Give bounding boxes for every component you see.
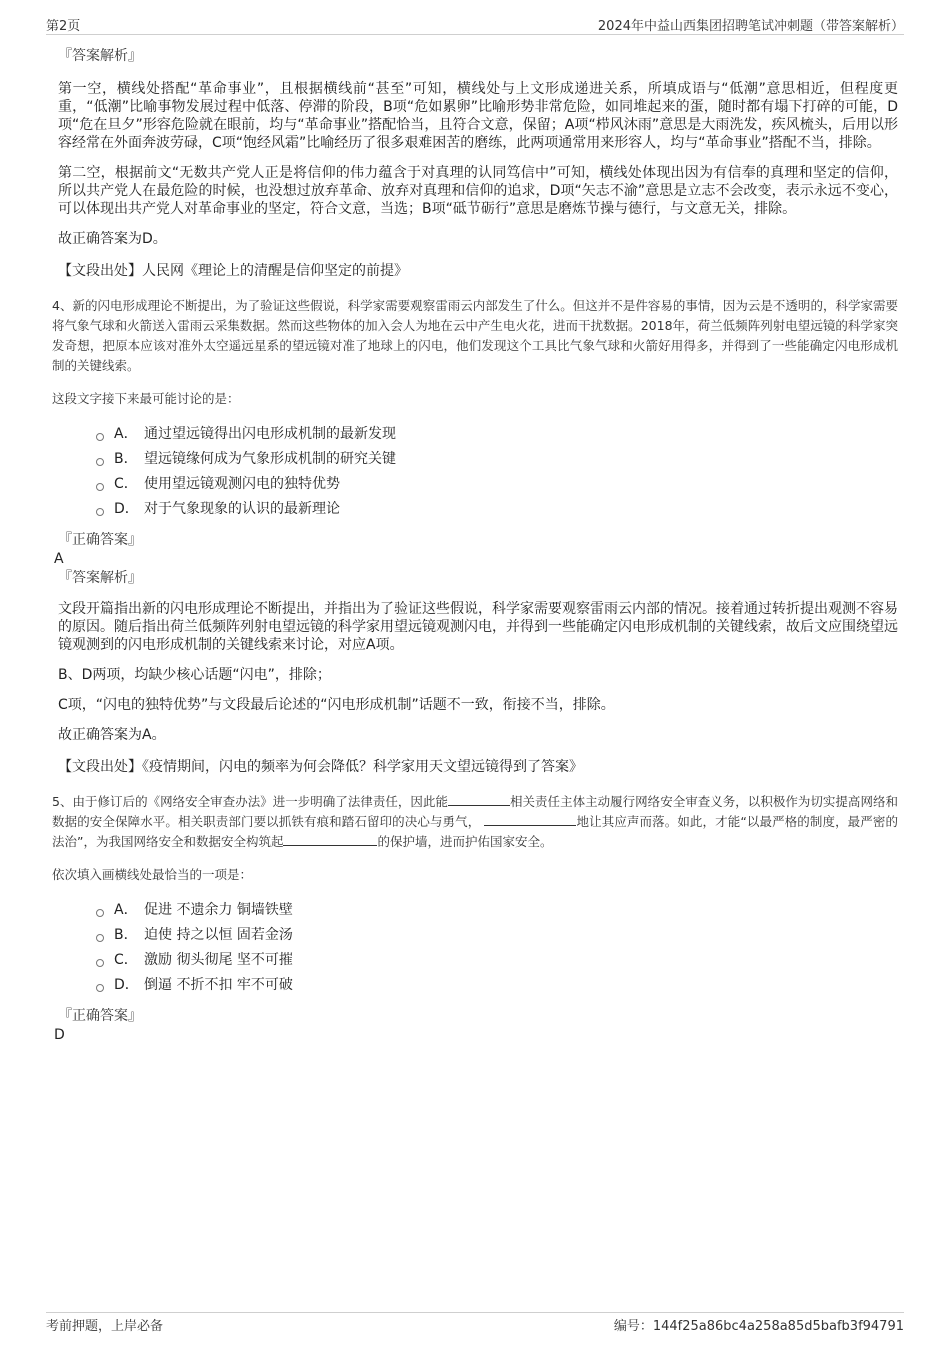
page-content: [52, 46, 898, 1044]
q4-analysis-p3: C项，“闪电的独特优势”与文段最后论述的“闪电形成机制”话题不一致，衔接不当，排除。: [58, 697, 615, 713]
q5-option-b[interactable]: B． 迫使 持之以恒 固若金汤: [96, 923, 898, 948]
q4-source: 【文段出处】《疫情期间，闪电的频率为何会降低？科学家用天文望远镜得到了答案》: [58, 759, 583, 775]
q4-prompt: 这段文字接下来最可能讨论的是：: [52, 391, 240, 406]
q4-analysis-tag: 『答案解析』: [58, 570, 142, 586]
page-footer: [46, 1312, 904, 1333]
q5-option-d[interactable]: D． 倒逼 不折不扣 牢不可破: [96, 973, 898, 998]
q3-analysis-tag: 『答案解析』: [58, 48, 142, 64]
q3-analysis-p2: 第二空，根据前文“无数共产党人正是将信仰的伟力蕴含于对真理的认同笃信中”可知，横线处体现出因为有信奉的真理和坚定的信仰，所以共产党人在最危险的时候，也没想过放弃革命、放弃对真理和信仰的追求，D项“矢志不渝”意思是立志不会改变，表示永远不变心，可以体现出共产党人对革命事业的坚定，符合文意，当选；B项“砥节砺行”意思是磨炼节操与德行，与文意无关，排除。: [58, 165, 898, 217]
q5-question: 5、由于修订后的《网络安全审查办法》进一步明确了法律责任，因此能 相关责任主体主动履行网络安全审查义务，以积极作为切实提高网络和数据的安全保障水平。相关职责部门要以抓铁有痕和踏石留印的决心与勇气， 地让其应声而落。如此，才能“以最严格的制度，最严密的法治”，为我国网络安全和数据安全构筑起 的保护墙，进而护佑国家安全。: [52, 794, 898, 849]
radio-icon[interactable]: [96, 984, 104, 992]
q5-option-c[interactable]: C． 激励 彻头彻尾 坚不可摧: [96, 948, 898, 973]
blank-3: [283, 832, 377, 846]
q4-analysis-p2: B、D两项，均缺少核心话题“闪电”，排除；: [58, 667, 331, 683]
radio-icon[interactable]: [96, 433, 104, 441]
q4-question: 4、新的闪电形成理论不断提出，为了验证这些假说，科学家需要观察雷雨云内部发生了什么。但这并不是件容易的事情，因为云是不透明的，科学家需要将气象气球和火箭送入雷雨云采集数据。然而这些物体的加入会人为地在云中产生电火花，进而干扰数据。2018年，荷兰低频阵列射电望远镜的科学家突发奇想，把原本应该对准外太空遥远星系的望远镜对准了地球上的闪电，他们发现这个工具比气象气球和火箭好用得多，并得到了一些能确定闪电形成机制的关键线索。: [52, 298, 898, 373]
q5-answer: D: [54, 1027, 65, 1043]
page-header: [46, 14, 904, 35]
radio-icon[interactable]: [96, 458, 104, 466]
q4-option-b[interactable]: B． 望远镜缘何成为气象形成机制的研究关键: [96, 447, 898, 472]
document-id: 编号：144f25a86bc4a258a85d5bafb3f94791: [613, 1319, 904, 1334]
q3-conclusion: 故正确答案为D。: [58, 231, 167, 247]
radio-icon[interactable]: [96, 959, 104, 967]
q3-source: 【文段出处】人民网《理论上的清醒是信仰坚定的前提》: [58, 263, 408, 279]
radio-icon[interactable]: [96, 508, 104, 516]
page-number: 第2页: [46, 19, 81, 34]
q4-option-d[interactable]: D． 对于气象现象的认识的最新理论: [96, 497, 898, 522]
q5-answer-tag: 『正确答案』: [58, 1008, 142, 1024]
q4-options: [96, 422, 898, 522]
blank-2: [484, 812, 576, 826]
radio-icon[interactable]: [96, 909, 104, 917]
q4-analysis-p1: 文段开篇指出新的闪电形成理论不断提出，并指出为了验证这些假说，科学家需要观察雷雨云内部的情况。接着通过转折提出观测不容易的原因。随后指出荷兰低频阵列射电望远镜的科学家用望远镜观测闪电，并得到一些能确定闪电形成机制的关键线索，故后文应围绕望远镜观测到的闪电形成机制的关键线索来讨论，对应A项。: [58, 601, 898, 653]
q3-analysis-p1: 第一空，横线处搭配“革命事业”，且根据横线前“甚至”可知，横线处与上文形成递进关系，所填成语与“低潮”意思相近，但程度更重，“低潮”比喻事物发展过程中低落、停滞的阶段，B项“危如累卵”比喻形势非常危险，如同堆起来的蛋，随时都有塌下打碎的可能，D项“危在旦夕”形容危险就在眼前，均与“革命事业”搭配恰当，且符合文意，保留；A项“栉风沐雨”意思是大雨洗发，疾风梳头，后用以形容经常在外面奔波劳碌，C项“饱经风霜”比喻经历了很多艰难困苦的磨练，此两项通常用来形容人，均与“革命事业”搭配不当，排除。: [58, 81, 898, 151]
radio-icon[interactable]: [96, 483, 104, 491]
q4-answer: A: [54, 551, 64, 567]
q5-prompt: 依次填入画横线处最恰当的一项是：: [52, 867, 253, 882]
footer-slogan: 考前押题，上岸必备: [46, 1319, 164, 1334]
blank-1: [448, 792, 510, 806]
document-title: 2024年中益山西集团招聘笔试冲刺题（带答案解析）: [597, 19, 904, 34]
q5-option-a[interactable]: A． 促进 不遗余力 铜墙铁壁: [96, 898, 898, 923]
q4-answer-tag: 『正确答案』: [58, 532, 142, 548]
radio-icon[interactable]: [96, 934, 104, 942]
q4-option-a[interactable]: A． 通过望远镜得出闪电形成机制的最新发现: [96, 422, 898, 447]
q5-options: [96, 898, 898, 998]
q4-conclusion: 故正确答案为A。: [58, 727, 166, 743]
q4-option-c[interactable]: C． 使用望远镜观测闪电的独特优势: [96, 472, 898, 497]
